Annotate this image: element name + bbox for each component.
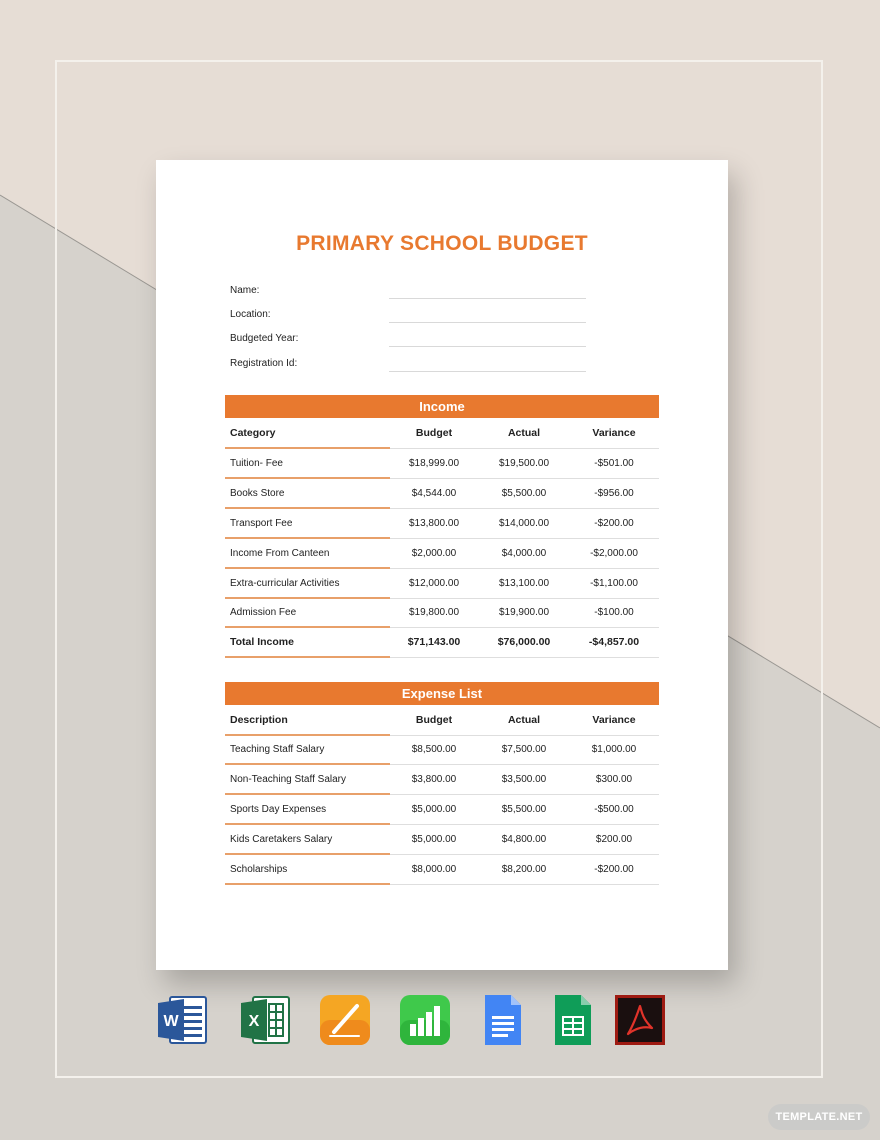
actual-cell: $13,100.00	[498, 578, 550, 589]
google-sheets-icon[interactable]	[547, 994, 599, 1046]
income-header-row	[225, 419, 659, 449]
total-income-row	[225, 628, 659, 658]
category-cell: Tuition- Fee	[230, 458, 283, 469]
column-header: Category	[230, 427, 276, 439]
budget-cell: $4,544.00	[411, 488, 457, 499]
budget-cell: $12,000.00	[408, 578, 460, 589]
actual-cell: $14,000.00	[498, 518, 550, 529]
variance-cell: -$501.00	[594, 458, 634, 469]
column-header: Budget	[415, 714, 453, 726]
numbers-icon[interactable]	[399, 994, 451, 1046]
field-line	[389, 371, 586, 372]
variance-cell: $200.00	[595, 834, 633, 845]
column-header: Variance	[592, 427, 636, 439]
column-header: Actual	[507, 427, 541, 439]
table-row	[225, 569, 659, 599]
variance-cell: -$500.00	[594, 804, 634, 815]
field-label: Registration Id:	[230, 358, 298, 369]
description-cell: Kids Caretakers Salary	[230, 834, 333, 845]
variance-cell: -$100.00	[594, 607, 634, 618]
category-cell: Income From Canteen	[230, 548, 330, 559]
expense-heading: Expense List	[225, 682, 659, 705]
variance-cell: -$4,857.00	[588, 636, 640, 648]
description-cell: Non-Teaching Staff Salary	[230, 774, 346, 785]
budget-cell: $18,999.00	[408, 458, 460, 469]
table-row	[225, 825, 659, 855]
budget-cell: $8,500.00	[411, 744, 457, 755]
acrobat-icon[interactable]	[614, 994, 666, 1046]
actual-cell: $7,500.00	[501, 744, 547, 755]
table-row	[225, 509, 659, 539]
budget-cell: $5,000.00	[411, 804, 457, 815]
description-cell: Sports Day Expenses	[230, 804, 327, 815]
field-line	[389, 346, 586, 347]
actual-cell: $8,200.00	[501, 864, 547, 875]
svg-text:W: W	[163, 1013, 179, 1030]
app-icons-row	[0, 994, 880, 1050]
location-field	[230, 309, 590, 329]
field-label: Budgeted Year:	[230, 333, 299, 344]
column-header: Actual	[507, 714, 541, 726]
variance-cell: -$2,000.00	[590, 548, 638, 559]
category-cell: Transport Fee	[230, 518, 293, 529]
table-row	[225, 765, 659, 795]
variance-cell: -$956.00	[594, 488, 634, 499]
budget-cell: $2,000.00	[411, 548, 457, 559]
table-row	[225, 735, 659, 765]
svg-text:X: X	[248, 1013, 260, 1030]
budget-cell: $3,800.00	[411, 774, 457, 785]
table-row	[225, 479, 659, 509]
budget-cell: $5,000.00	[411, 834, 457, 845]
category-cell: Extra-curricular Activities	[230, 578, 340, 589]
word-icon[interactable]	[156, 994, 208, 1046]
variance-cell: -$200.00	[594, 864, 634, 875]
template-net-badge[interactable]: TEMPLATE.NET	[768, 1104, 870, 1130]
actual-cell: $19,900.00	[498, 607, 550, 618]
pages-icon[interactable]	[319, 994, 371, 1046]
column-header: Budget	[415, 427, 453, 439]
registration-id-field	[230, 358, 590, 378]
actual-cell: $4,000.00	[501, 548, 547, 559]
field-label: Name:	[230, 285, 260, 296]
actual-cell: $3,500.00	[501, 774, 547, 785]
variance-cell: -$200.00	[594, 518, 634, 529]
table-row	[225, 855, 659, 885]
field-line	[389, 322, 586, 323]
budgeted-year-field	[230, 333, 590, 353]
actual-cell: $4,800.00	[501, 834, 547, 845]
income-heading: Income	[225, 395, 659, 418]
variance-cell: $1,000.00	[591, 744, 637, 755]
variance-cell: $300.00	[595, 774, 633, 785]
budget-cell: $13,800.00	[408, 518, 460, 529]
table-row	[225, 795, 659, 825]
category-cell: Books Store	[230, 488, 285, 499]
budget-cell: $19,800.00	[408, 607, 460, 618]
actual-cell: $76,000.00	[497, 636, 551, 648]
actual-cell: $19,500.00	[498, 458, 550, 469]
actual-cell: $5,500.00	[501, 488, 547, 499]
category-cell: Admission Fee	[230, 607, 297, 618]
column-header: Description	[230, 714, 288, 726]
budget-cell: $71,143.00	[407, 636, 461, 648]
table-row	[225, 539, 659, 569]
description-cell: Scholarships	[230, 864, 288, 875]
field-line	[389, 298, 586, 299]
document-title: PRIMARY SCHOOL BUDGET	[296, 232, 588, 255]
table-row	[225, 598, 659, 628]
google-docs-icon[interactable]	[477, 994, 529, 1046]
variance-cell: -$1,100.00	[590, 578, 638, 589]
expense-header-row	[225, 706, 659, 736]
budget-cell: $8,000.00	[411, 864, 457, 875]
table-row	[225, 449, 659, 479]
document-page	[156, 160, 728, 970]
excel-icon[interactable]	[239, 994, 291, 1046]
name-field	[230, 285, 590, 305]
actual-cell: $5,500.00	[501, 804, 547, 815]
description-cell: Teaching Staff Salary	[230, 744, 325, 755]
field-label: Location:	[230, 309, 271, 320]
column-header: Variance	[592, 714, 636, 726]
category-cell: Total Income	[230, 636, 294, 648]
